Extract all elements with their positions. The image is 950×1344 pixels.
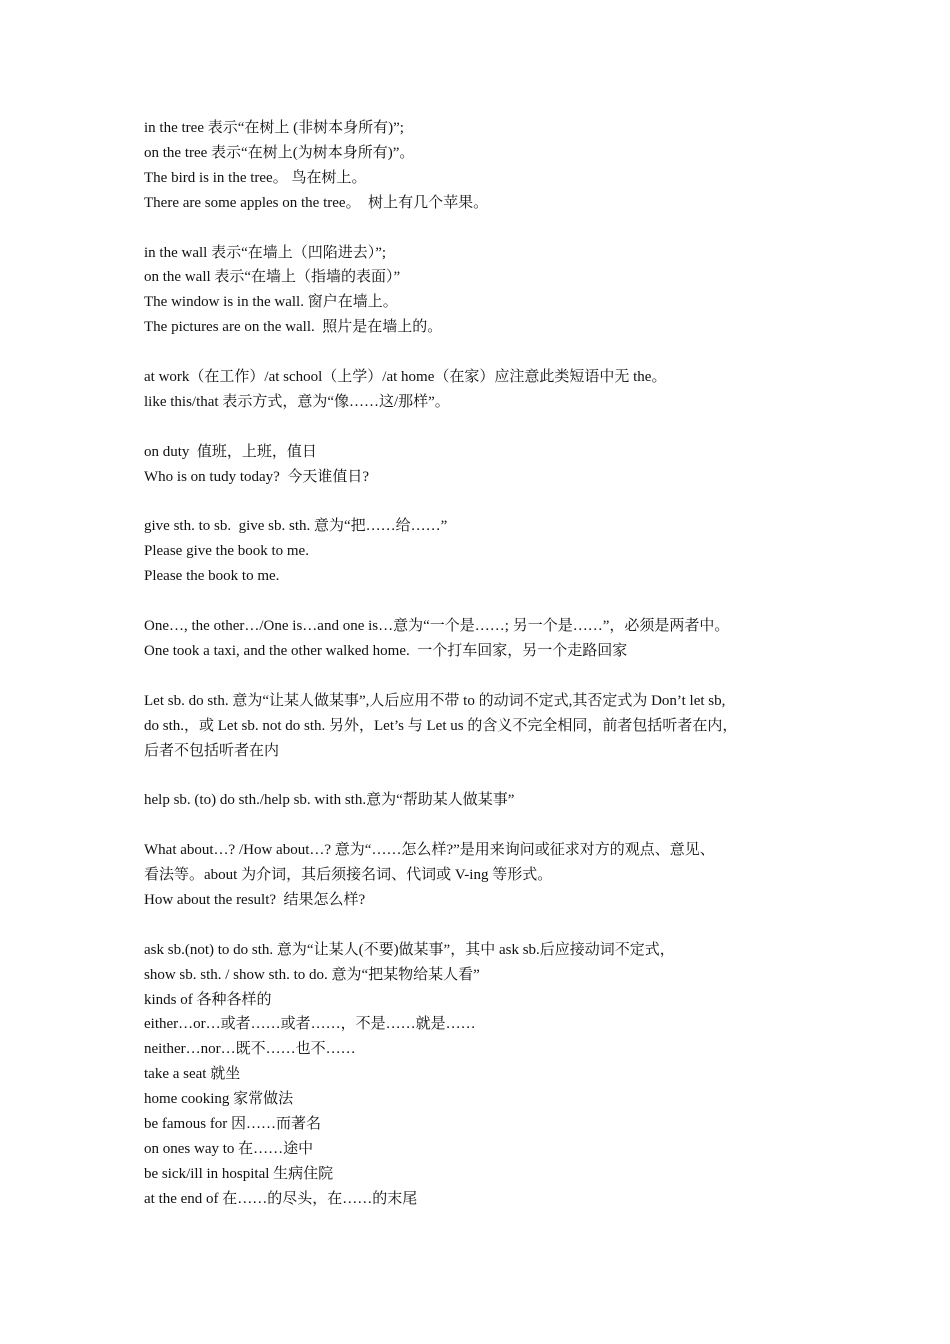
paragraph-gap [144, 490, 816, 515]
text-line: on duty 值班，上班，值日 [144, 443, 317, 460]
text-line: help sb. (to) do sth./help sb. with sth.意为“帮助某人做某事” [144, 792, 515, 809]
text-line: One took a taxi, and the other walked home. 一个打车回家，另一个走路回家 [144, 642, 628, 659]
text-line: do sth.，或 Let sb. not do sth. 另外，Let’s 与 Let us 的含义不完全相同，前者包括听者在内， [144, 717, 738, 734]
text-line: ask sb.(not) to do sth. 意为“让某人(不要)做某事”，其中 ask sb.后应接动词不定式， [144, 941, 675, 958]
paragraph-gap [144, 216, 816, 241]
text-line: The pictures are on the wall. 照片是在墙上的。 [144, 319, 443, 336]
paragraph-gap [144, 913, 816, 938]
text-line: neither…nor…既不……也不…… [144, 1041, 356, 1058]
text-line: The window is in the wall. 窗户在墙上。 [144, 294, 398, 311]
paragraph-gap [144, 415, 816, 440]
text-line: like this/that 表示方式，意为“像……这/那样”。 [144, 393, 450, 410]
text-line: take a seat 就坐 [144, 1066, 241, 1083]
paragraph-gap [144, 589, 816, 614]
text-line: be sick/ill in hospital 生病住院 [144, 1165, 334, 1182]
text-line: in the wall 表示“在墙上（凹陷进去）”; [144, 244, 387, 261]
text-line: on the tree 表示“在树上(为树本身所有)”。 [144, 144, 415, 161]
text-line: Please the book to me. [144, 568, 280, 585]
paragraph-gap [144, 340, 816, 365]
text-line: Please give the book to me. [144, 543, 309, 560]
paragraph-gap [144, 763, 816, 788]
text-line: give sth. to sb. give sb. sth. 意为“把……给……” [144, 518, 448, 535]
text-line: The bird is in the tree。 鸟在树上。 [144, 169, 367, 186]
text-line: 后者不包括听者在内 [144, 742, 280, 759]
paragraph-gap [144, 813, 816, 838]
document-body [144, 116, 816, 1212]
text-line: at the end of 在……的尽头，在……的末尾 [144, 1190, 418, 1207]
text-line: There are some apples on the tree。 树上有几个苹果。 [144, 194, 489, 211]
text-line: in the tree 表示“在树上 (非树本身所有)”; [144, 120, 404, 136]
text-line: at work（在工作）/at school（上学）/at home（在家）应注意此类短语中无 the。 [144, 369, 667, 386]
text-line: on the wall 表示“在墙上（指墙的表面）” [144, 269, 401, 286]
text-line: home cooking 家常做法 [144, 1091, 294, 1108]
text-line: Let sb. do sth. 意为“让某人做某事”,人后应用不带 to 的动词不定式,其否定式为 Don’t let sb, [144, 692, 726, 709]
text-line: kinds of 各种各样的 [144, 991, 272, 1008]
text-line: How about the result? 结果怎么样? [144, 891, 366, 908]
text-line: 看法等。about 为介词，其后须接名词、代词或 V-ing 等形式。 [144, 867, 553, 884]
text-line: either…or…或者……或者……，不是……就是…… [144, 1016, 476, 1033]
text-line: One…, the other…/One is…and one is…意为“一个是……; 另一个是……”，必须是两者中。 [144, 618, 730, 635]
paragraph-gap [144, 664, 816, 689]
text-line: on ones way to 在……途中 [144, 1141, 314, 1158]
text-line: Who is on tudy today? 今天谁值日? [144, 468, 369, 485]
text-line: be famous for 因……而著名 [144, 1116, 322, 1133]
text-line: What about…? /How about…? 意为“……怎么样?”是用来询问或征求对方的观点、意见、 [144, 842, 715, 859]
text-line: show sb. sth. / show sth. to do. 意为“把某物给某人看” [144, 966, 480, 983]
